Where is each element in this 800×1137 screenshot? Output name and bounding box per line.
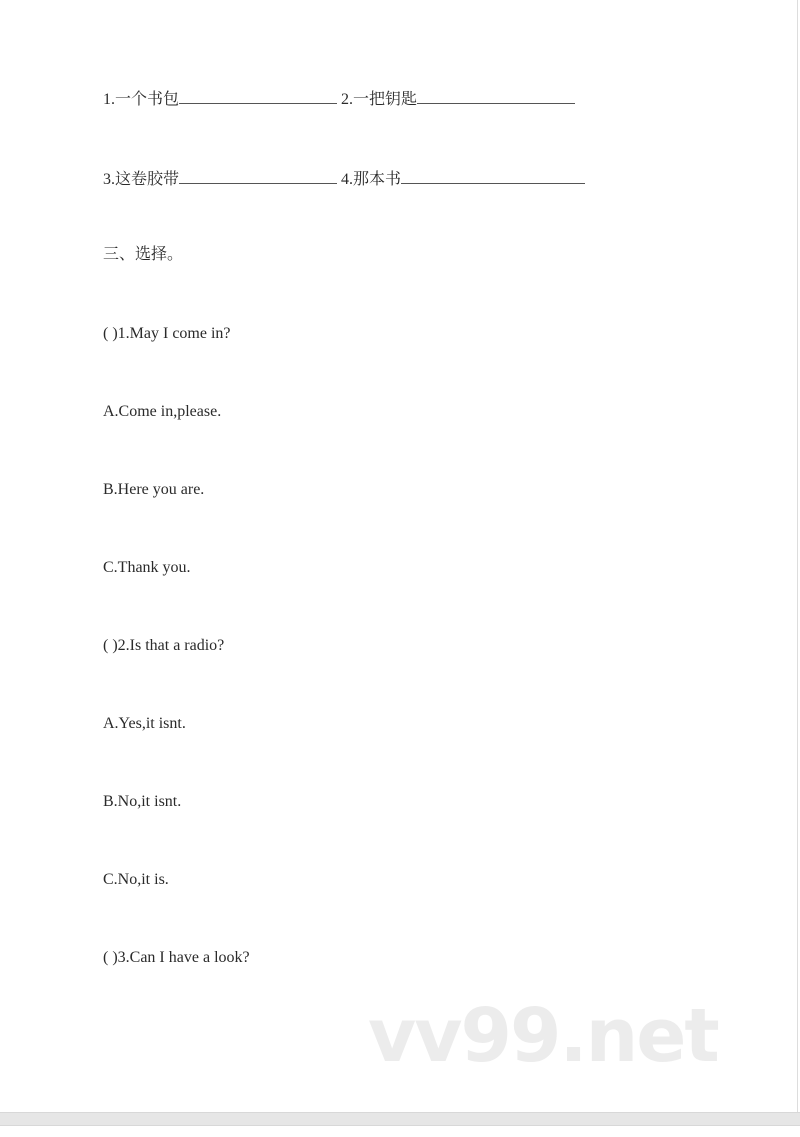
question-1: ( )1.May I come in? [103, 325, 231, 342]
vocab-row-1 [103, 89, 575, 110]
answer-blank-1 [179, 89, 337, 104]
question-2-option-a: A.Yes,it isnt. [103, 715, 186, 732]
section-title: 三、选择。 [103, 246, 184, 263]
question-3: ( )3.Can I have a look? [103, 949, 250, 966]
page-separator [0, 1112, 800, 1126]
vocab-item-3: 3.这卷胶带 [103, 171, 180, 188]
question-2-option-c: C.No,it is. [103, 871, 169, 888]
answer-blank-4 [401, 169, 585, 184]
question-1-option-c: C.Thank you. [103, 559, 191, 576]
vocab-item-1: 1.一个书包 [103, 91, 180, 108]
question-1-option-a: A.Come in,please. [103, 403, 222, 420]
answer-blank-2 [417, 89, 575, 104]
vocab-row-2 [103, 169, 585, 190]
question-1-option-b: B.Here you are. [103, 481, 205, 498]
watermark: vv99.net [368, 993, 718, 1079]
vocab-item-4: 4.那本书 [341, 171, 402, 188]
question-2-option-b: B.No,it isnt. [103, 793, 182, 810]
vocab-item-2: 2.一把钥匙 [341, 91, 418, 108]
question-2: ( )2.Is that a radio? [103, 637, 225, 654]
answer-blank-3 [179, 169, 337, 184]
